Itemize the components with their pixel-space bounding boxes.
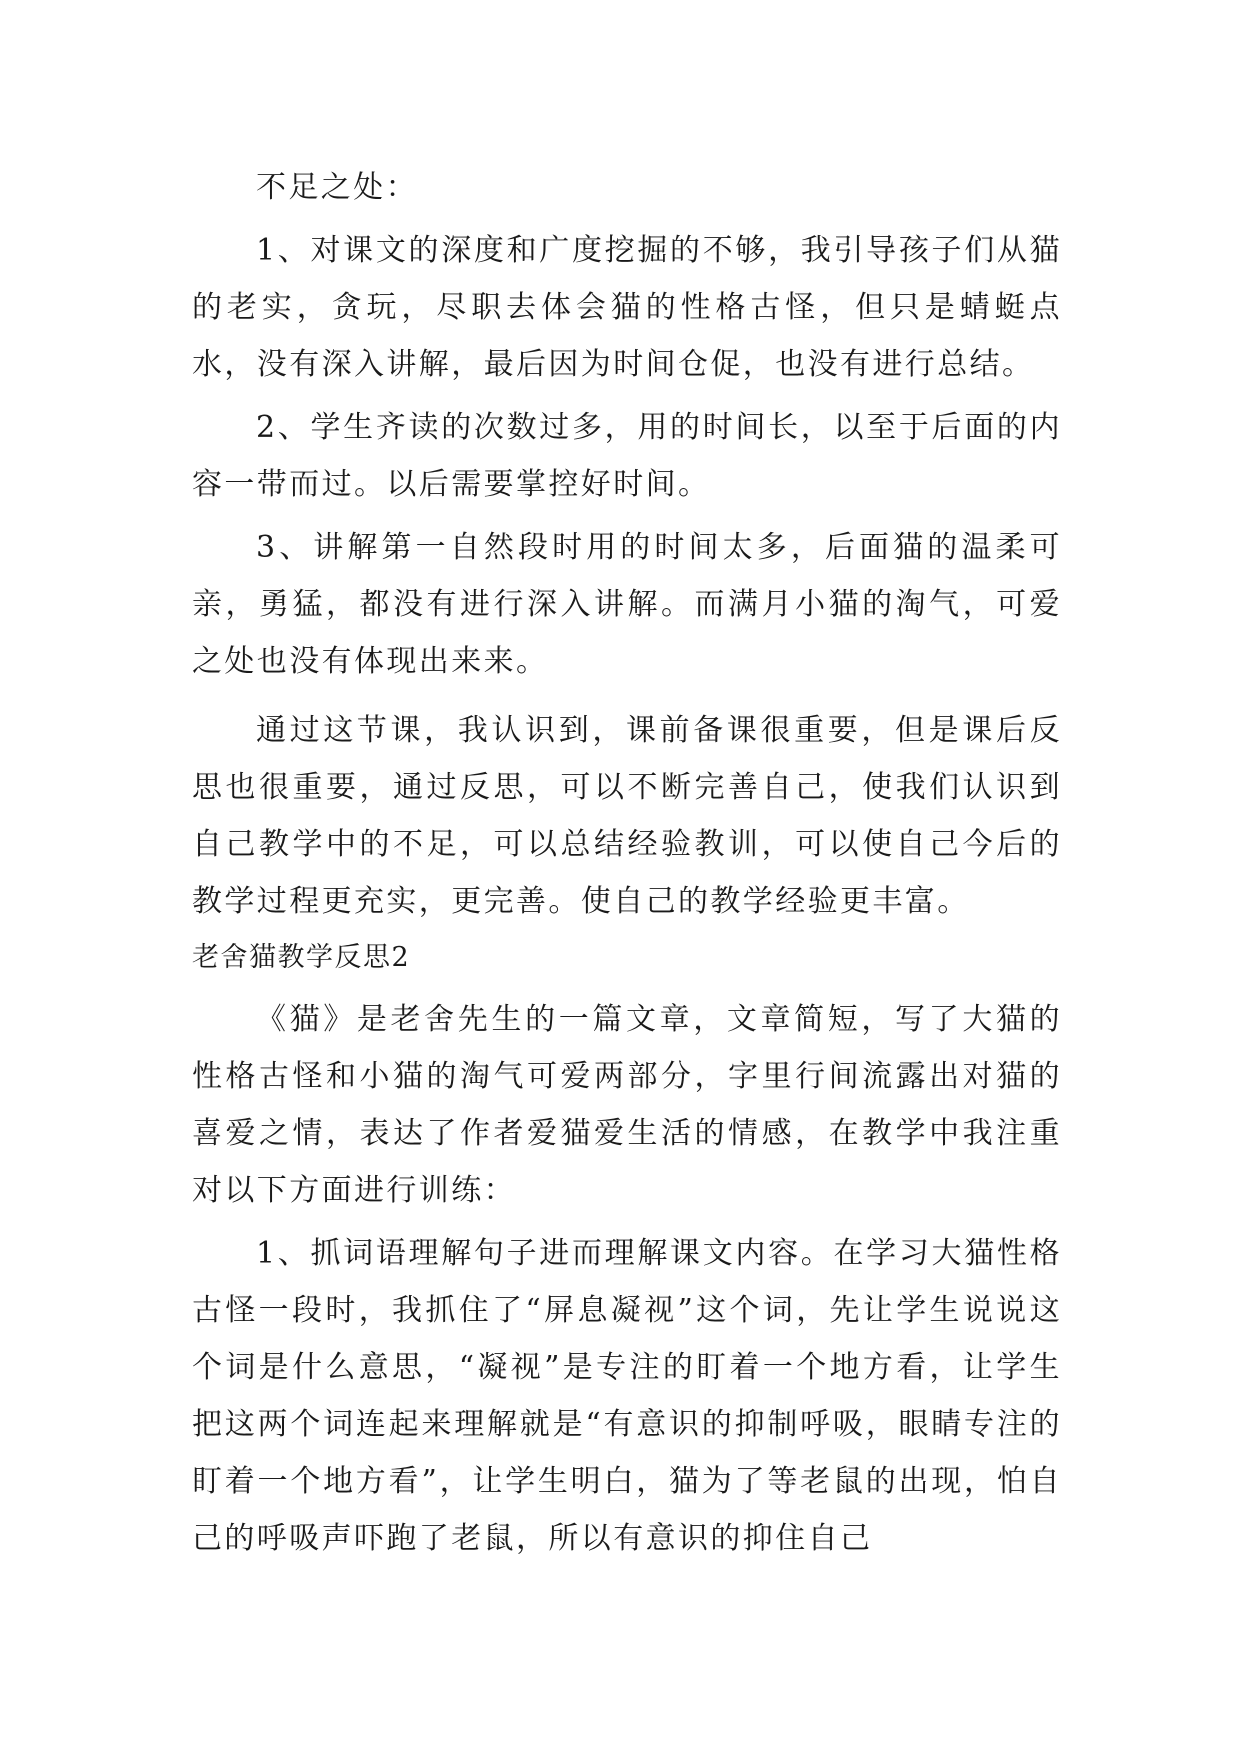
paragraph-conclusion: 通过这节课，我认识到，课前备课很重要，但是课后反思也很重要，通过反思，可以不断完善自己，使我们认识到自己教学中的不足，可以总结经验教训，可以使自己今后的教学过程更充实，更完善。使自己的教学经验更丰富。 [192,713,1062,919]
paragraph-shortcoming-1: 1、对课文的深度和广度挖掘的不够，我引导孩子们从猫的老实，贪玩，尽职去体会猫的性格古怪，但只是蜻蜓点水，没有深入讲解，最后因为时间仓促，也没有进行总结。 [192,233,1062,382]
paragraph-training-1: 1、抓词语理解句子进而理解课文内容。在学习大猫性格古怪一段时，我抓住了“屏息凝视”这个词，先让学生说说这个词是什么意思，“凝视”是专注的盯着一个地方看，让学生把这两个词连起来理解就是“有意识的抑制呼吸，眼睛专注的盯着一个地方看”，让学生明白，猫为了等老鼠的出现，怕自己的呼吸声吓跑了老鼠，所以有意识的抑住自己 [192,1236,1062,1556]
paragraph-shortcoming-2: 2、学生齐读的次数过多，用的时间长，以至于后面的内容一带而过。以后需要掌控好时间。 [192,410,1062,502]
section-label-shortcomings: 不足之处： [256,170,418,205]
document-page [192,159,1062,1567]
section-heading: 老舍猫教学反思2 [192,942,411,973]
paragraph-intro: 《猫》是老舍先生的一篇文章，文章简短，写了大猫的性格古怪和小猫的淘气可爱两部分，字里行间流露出对猫的喜爱之情，表达了作者爱猫爱生活的情感，在教学中我注重对以下方面进行训练： [192,1002,1062,1208]
paragraph-shortcoming-3: 3、讲解第一自然段时用的时间太多，后面猫的温柔可亲，勇猛，都没有进行深入讲解。而满月小猫的淘气，可爱之处也没有体现出来来。 [192,530,1062,679]
